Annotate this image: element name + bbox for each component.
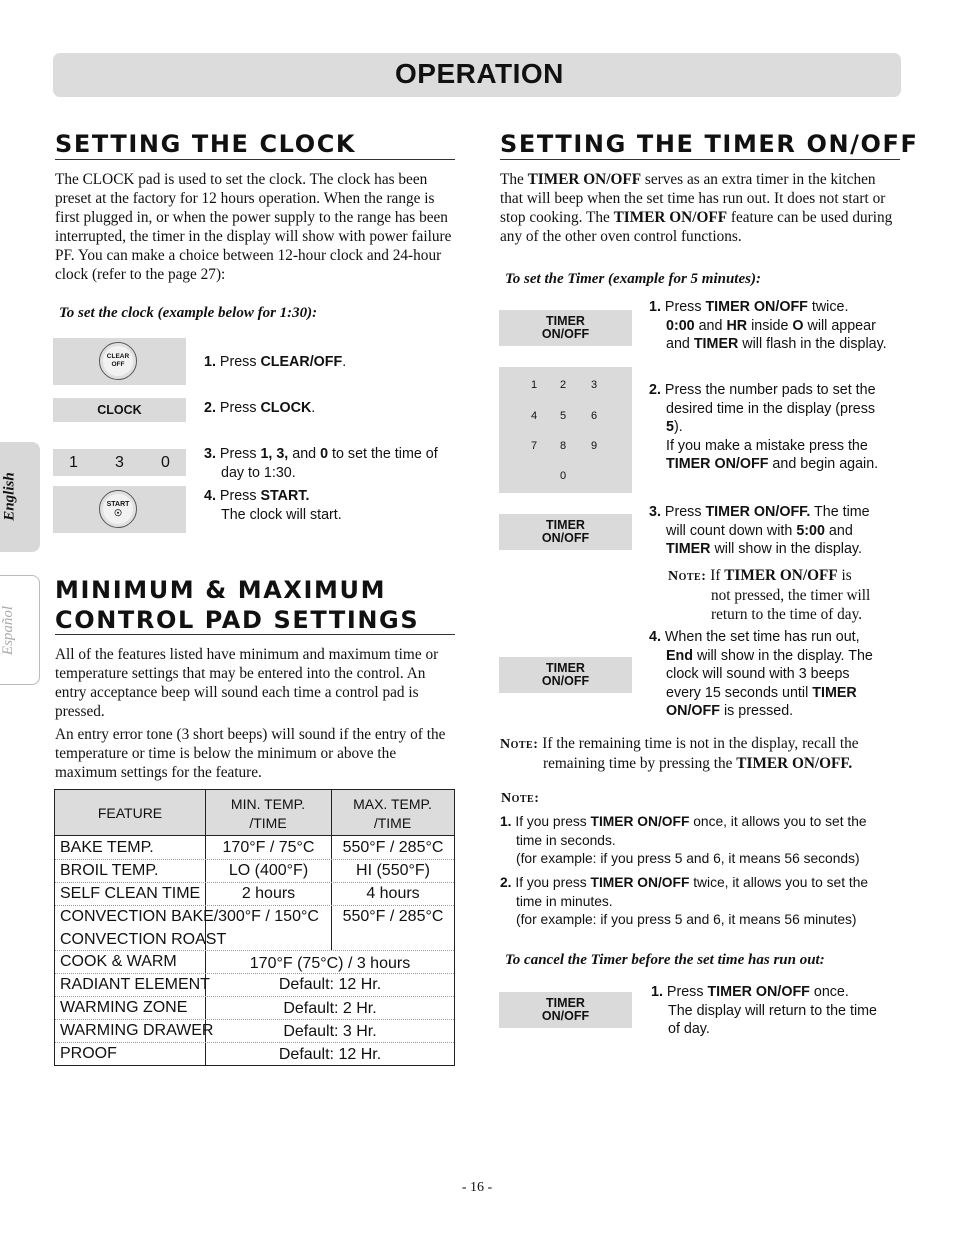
minmax-heading-line2: CONTROL PAD SETTINGS [55,606,420,634]
numpad-0[interactable]: 0 [560,470,567,482]
settings-table [54,789,455,1066]
start-pad[interactable] [53,486,186,533]
timer-pad-label: TIMER ON/OFF [541,518,590,545]
table-row [55,1020,454,1043]
clock-step-2: 2. Press CLOCK. [204,400,316,416]
numpad-8[interactable]: 8 [560,440,567,452]
off-label: OFF [111,361,125,368]
tab-english-label: English [1,472,18,521]
digit-pads[interactable] [53,449,186,476]
table-cell-max: 550°F / 285°C [342,908,444,925]
table-cell-feature: CONVECTION ROAST [60,931,227,948]
table-cell-value: Default: 12 Hr. [278,1046,382,1063]
numpad-4[interactable]: 4 [531,410,538,422]
timer-on-off-pad-1[interactable] [499,310,632,346]
clock-heading: SETTING THE CLOCK [55,130,357,158]
timer-note-3-tag: Note: [501,791,540,806]
table-cell-feature: SELF CLEAN TIME [60,885,201,902]
table-cell-max: 550°F / 285°C [342,839,444,856]
table-header-min: MIN. TEMP. /TIME [230,796,306,831]
table-row [55,906,454,951]
lock-icon: ☉ [113,508,123,518]
timer-step-1: 1. Press TIMER ON/OFF twice. 0:00 and HR inside O will appear and TIMER will flash in the display. [649,299,887,352]
table-row [55,974,454,997]
table-cell-max: 4 hours [366,885,420,902]
start-label: START [106,501,130,508]
note-tag: Note: [500,737,539,752]
digit-1[interactable]: 1 [69,454,78,471]
clock-intro: The CLOCK pad is used to set the clock. The clock has been preset at the factory for 12 hours operation. When the range is first plugged in, or when the power supply to the range has been interrupted, the timer in the display will show with power failure PF. You can make a choice between 12-hour clock and 24-hour clock (refer to the page 27): [55,171,452,283]
clock-pad[interactable] [53,398,186,422]
clock-pad-label: CLOCK [97,403,142,417]
numpad-7[interactable]: 7 [531,440,538,452]
table-cell-max: HI (550°F) [356,862,430,879]
digit-3[interactable]: 3 [115,454,124,471]
tab-english[interactable] [0,442,40,552]
timer-note-2: Note: If the remaining time is not in the display, recall the remaining time by pressing the TIMER ON/OFF. [500,735,859,772]
table-row [55,951,454,974]
minmax-heading [55,575,419,635]
table-cell-value: Default: 2 Hr. [283,1000,377,1017]
timer-on-off-pad-4[interactable] [499,992,632,1028]
tab-espanol[interactable] [0,575,40,685]
minmax-heading-rule [55,634,455,635]
table-row [55,837,454,860]
timer-heading-rule [500,159,900,160]
numpad-2[interactable]: 2 [560,379,567,391]
timer-step-4: 4. When the set time has run out, End will show in the display. The clock will sound with 3 beeps every 15 seconds until TIMER ON/OFF is pressed. [649,629,873,719]
clock-step-3: 3. Press 1, 3, and 0 to set the time of day to 1:30. [204,446,438,481]
minmax-heading-line1: MINIMUM & MAXIMUM [55,576,387,604]
note-tag: Note: [668,569,707,584]
timer-note-inline: Note: If TIMER ON/OFF is not pressed, the timer will return to the time of day. [668,567,871,623]
digit-0[interactable]: 0 [161,454,170,471]
table-cell-value: 170°F (75°C) / 3 hours [249,955,411,972]
page-title: OPERATION [395,58,564,89]
cancel-subhead: To cancel the Timer before the set time has run out: [505,952,825,968]
clear-off-pad[interactable] [53,338,186,385]
table-row [55,883,454,906]
table-cell-feature: WARMING ZONE [60,999,188,1016]
table-cell-value: Default: 3 Hr. [283,1023,377,1040]
table-header-max: MAX. TEMP. /TIME [353,796,432,831]
table-cell-value: Default: 12 Hr. [278,976,382,993]
clock-subhead: To set the clock (example below for 1:30): [59,305,318,321]
timer-note-3-item-2: 2. If you press TIMER ON/OFF twice, it allows you to set the time in minutes. (for example: if you press 5 and 6, it means 56 minutes) [500,875,869,927]
clock-heading-rule [55,159,455,160]
table-cell-feature: BAKE TEMP. [60,839,154,856]
table-cell-min: 170°F / 75°C [222,839,315,856]
tab-espanol-label: Español [0,605,17,656]
numpad-3[interactable]: 3 [591,379,598,391]
timer-subhead: To set the Timer (example for 5 minutes): [505,271,761,287]
timer-on-off-pad-2[interactable] [499,514,632,550]
timer-intro: The TIMER ON/OFF serves as an extra timer in the kitchen that will beep when the set time has run out. It does not start or stop cooking. The TIMER ON/OFF feature can be used during any of the other oven control functions. [500,171,893,245]
table-cell-min: 2 hours [241,885,296,902]
table-cell-feature: PROOF [60,1045,117,1062]
table-header-feature: FEATURE [97,805,163,821]
timer-pad-label: TIMER ON/OFF [541,996,590,1023]
start-button[interactable] [99,490,137,528]
timer-heading: SETTING THE TIMER ON/OFF [500,130,919,158]
timer-step-2: 2. Press the number pads to set the desired time in the display (press 5). If you make a mistake press the TIMER ON/OFF and begin again. [649,382,879,472]
timer-pad-label: TIMER ON/OFF [541,314,590,341]
table-row [55,997,454,1020]
table-cell-feature: WARMING DRAWER [60,1022,214,1039]
table-cell-feature: RADIANT ELEMENT [60,976,210,993]
clear-off-button[interactable] [99,342,137,380]
page-number: - 16 - [461,1180,493,1195]
numpad-1[interactable]: 1 [531,379,538,391]
clear-label: CLEAR [106,353,130,360]
numpad-6[interactable]: 6 [591,410,598,422]
clock-step-1: 1. Press CLEAR/OFF. [204,354,347,370]
table-cell-min: LO (400°F) [228,862,309,879]
timer-step-3: 3. Press TIMER ON/OFF. The time will count down with 5:00 and TIMER will show in the display. [649,504,870,557]
cancel-step-1: 1. Press TIMER ON/OFF once. The display will return to the time of day. [651,984,877,1037]
clock-step-4: 4. Press START. The clock will start. [204,488,342,523]
numpad-9[interactable]: 9 [591,440,598,452]
timer-note-3-item-1: 1. If you press TIMER ON/OFF once, it allows you to set the time in seconds. (for example: if you press 5 and 6, it means 56 seconds) [500,814,867,866]
minmax-para-2: An entry error tone (3 short beeps) will sound if the entry of the temperature or time is below the minimum or above the maximum settings for the feature. [55,726,446,781]
timer-pad-label: TIMER ON/OFF [541,661,590,688]
number-pad[interactable] [499,367,632,493]
table-cell-feature: BROIL TEMP. [60,862,159,879]
numpad-5[interactable]: 5 [560,410,567,422]
minmax-para-1: All of the features listed have minimum and maximum time or temperature settings that may be entered into the control. An entry acceptance beep will sound each time a control pad is pressed. [55,646,439,720]
table-cell-feature: COOK & WARM [60,953,177,970]
table-row [55,860,454,883]
table-cell-min: 300°F / 150°C [218,908,319,925]
table-cell-feature: CONVECTION BAKE/ [60,908,219,925]
timer-on-off-pad-3[interactable] [499,657,632,693]
table-row [55,1043,454,1065]
